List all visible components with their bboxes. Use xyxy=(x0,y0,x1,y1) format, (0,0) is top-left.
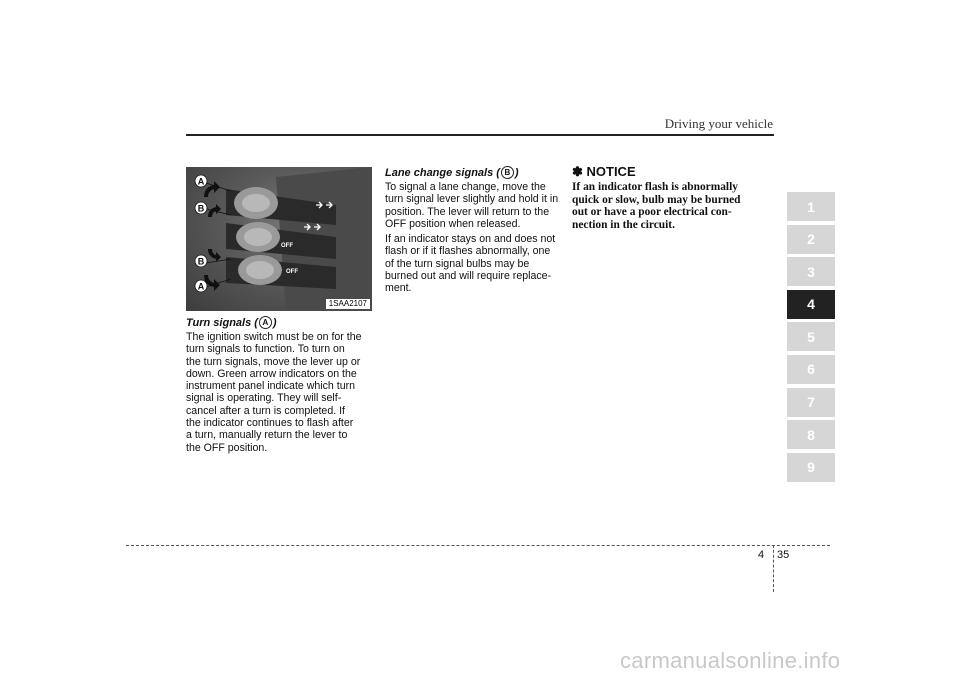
page-number: 35 xyxy=(777,549,790,561)
turn-signals-heading xyxy=(186,316,277,329)
figure-marker-b-bottom xyxy=(195,255,207,267)
chapter-tab-8[interactable]: 8 xyxy=(787,420,835,449)
paragraph-line: flash or if it flashes abnormally, one xyxy=(385,245,551,258)
lever-off-label-2: OFF xyxy=(286,269,298,275)
paragraph-line: cancel after a turn is completed. If xyxy=(186,404,345,417)
notice-line: nection in the circuit. xyxy=(572,218,675,231)
figure-marker-a-top xyxy=(195,175,207,187)
notice-line: If an indicator flash is abnormally xyxy=(572,181,738,193)
notice-line: quick or slow, bulb may be burned xyxy=(572,193,741,206)
watermark-text: carmanualsonline.info xyxy=(620,648,841,673)
chapter-tab-2[interactable]: 2 xyxy=(787,225,835,254)
paragraph-line: of the turn signal bulbs may be xyxy=(385,257,530,270)
paragraph-line: position. The lever will return to the xyxy=(385,205,550,218)
chapter-tab-3[interactable]: 3 xyxy=(787,257,835,286)
svg-text:B: B xyxy=(197,256,205,267)
marker-a-badge: A xyxy=(259,316,272,329)
chapter-tab-9[interactable]: 9 xyxy=(787,453,835,482)
figure-marker-a-bottom xyxy=(195,280,207,292)
turn-signal-lever-photo xyxy=(186,167,372,311)
turn-signals-heading-text: Turn signals ( xyxy=(186,317,258,329)
lane-change-heading-close: ) xyxy=(514,167,519,179)
chapter-tab-7[interactable]: 7 xyxy=(787,388,835,417)
paragraph-line: a turn, manually return the lever to xyxy=(186,429,348,442)
figure-code: 1SAA2107 xyxy=(326,299,370,309)
paragraph-line: If an indicator stays on and does not xyxy=(385,233,556,245)
chapter-tab-6[interactable]: 6 xyxy=(787,355,835,384)
notice-body xyxy=(572,181,774,231)
page-section-number: 4 xyxy=(758,549,765,561)
footer-divider xyxy=(773,545,774,592)
paragraph-line: burned out and will require replace- xyxy=(385,269,552,282)
header-rule xyxy=(186,134,774,136)
notice-title: ✽ NOTICE xyxy=(572,164,636,179)
paragraph-line: ment. xyxy=(385,282,412,295)
chapter-tab-5[interactable]: 5 xyxy=(787,322,835,351)
paragraph-line: the OFF position. xyxy=(186,441,268,454)
arrow-up-small-icon xyxy=(208,204,221,217)
lever-illustration xyxy=(186,167,372,311)
paragraph-line: instrument panel indicate which turn xyxy=(186,380,356,393)
paragraph-line: turn signals to function. To turn on xyxy=(186,343,345,356)
lane-change-paragraph-2 xyxy=(385,233,573,294)
notice-line: out or have a poor electrical con- xyxy=(572,206,732,219)
marker-b-badge: B xyxy=(501,166,514,179)
svg-text:A: A xyxy=(197,281,205,292)
lever-off-label-1: OFF xyxy=(281,243,293,249)
paragraph-line: the indicator continues to flash after xyxy=(186,417,354,430)
footer-rule xyxy=(126,545,830,546)
arrow-down-small-icon xyxy=(208,249,221,262)
figure-marker-b-top xyxy=(195,202,207,214)
paragraph-line: the turn signals, move the lever up or xyxy=(186,355,361,368)
paragraph-line: down. Green arrow indicators on the xyxy=(186,367,357,380)
running-header-title: Driving your vehicle xyxy=(664,116,773,131)
lane-change-paragraph-1 xyxy=(385,181,573,230)
paragraph-line: The ignition switch must be on for the xyxy=(186,331,362,343)
lane-change-heading-text: Lane change signals ( xyxy=(385,167,500,179)
chapter-tabs xyxy=(787,192,835,485)
paragraph-line: turn signal lever slightly and hold it in xyxy=(385,193,559,206)
paragraph-line: OFF position when released. xyxy=(385,217,521,230)
chapter-tab-4-active[interactable]: 4 xyxy=(787,290,835,319)
turn-signals-heading-close: ) xyxy=(272,317,277,329)
paragraph-line: signal is operating. They will self- xyxy=(186,392,342,405)
paragraph-line: To signal a lane change, move the xyxy=(385,181,546,193)
lane-change-heading xyxy=(385,166,519,179)
svg-text:B: B xyxy=(197,203,205,214)
chapter-tab-1[interactable]: 1 xyxy=(787,192,835,221)
svg-text:A: A xyxy=(197,176,205,187)
turn-signals-paragraph xyxy=(186,331,372,454)
